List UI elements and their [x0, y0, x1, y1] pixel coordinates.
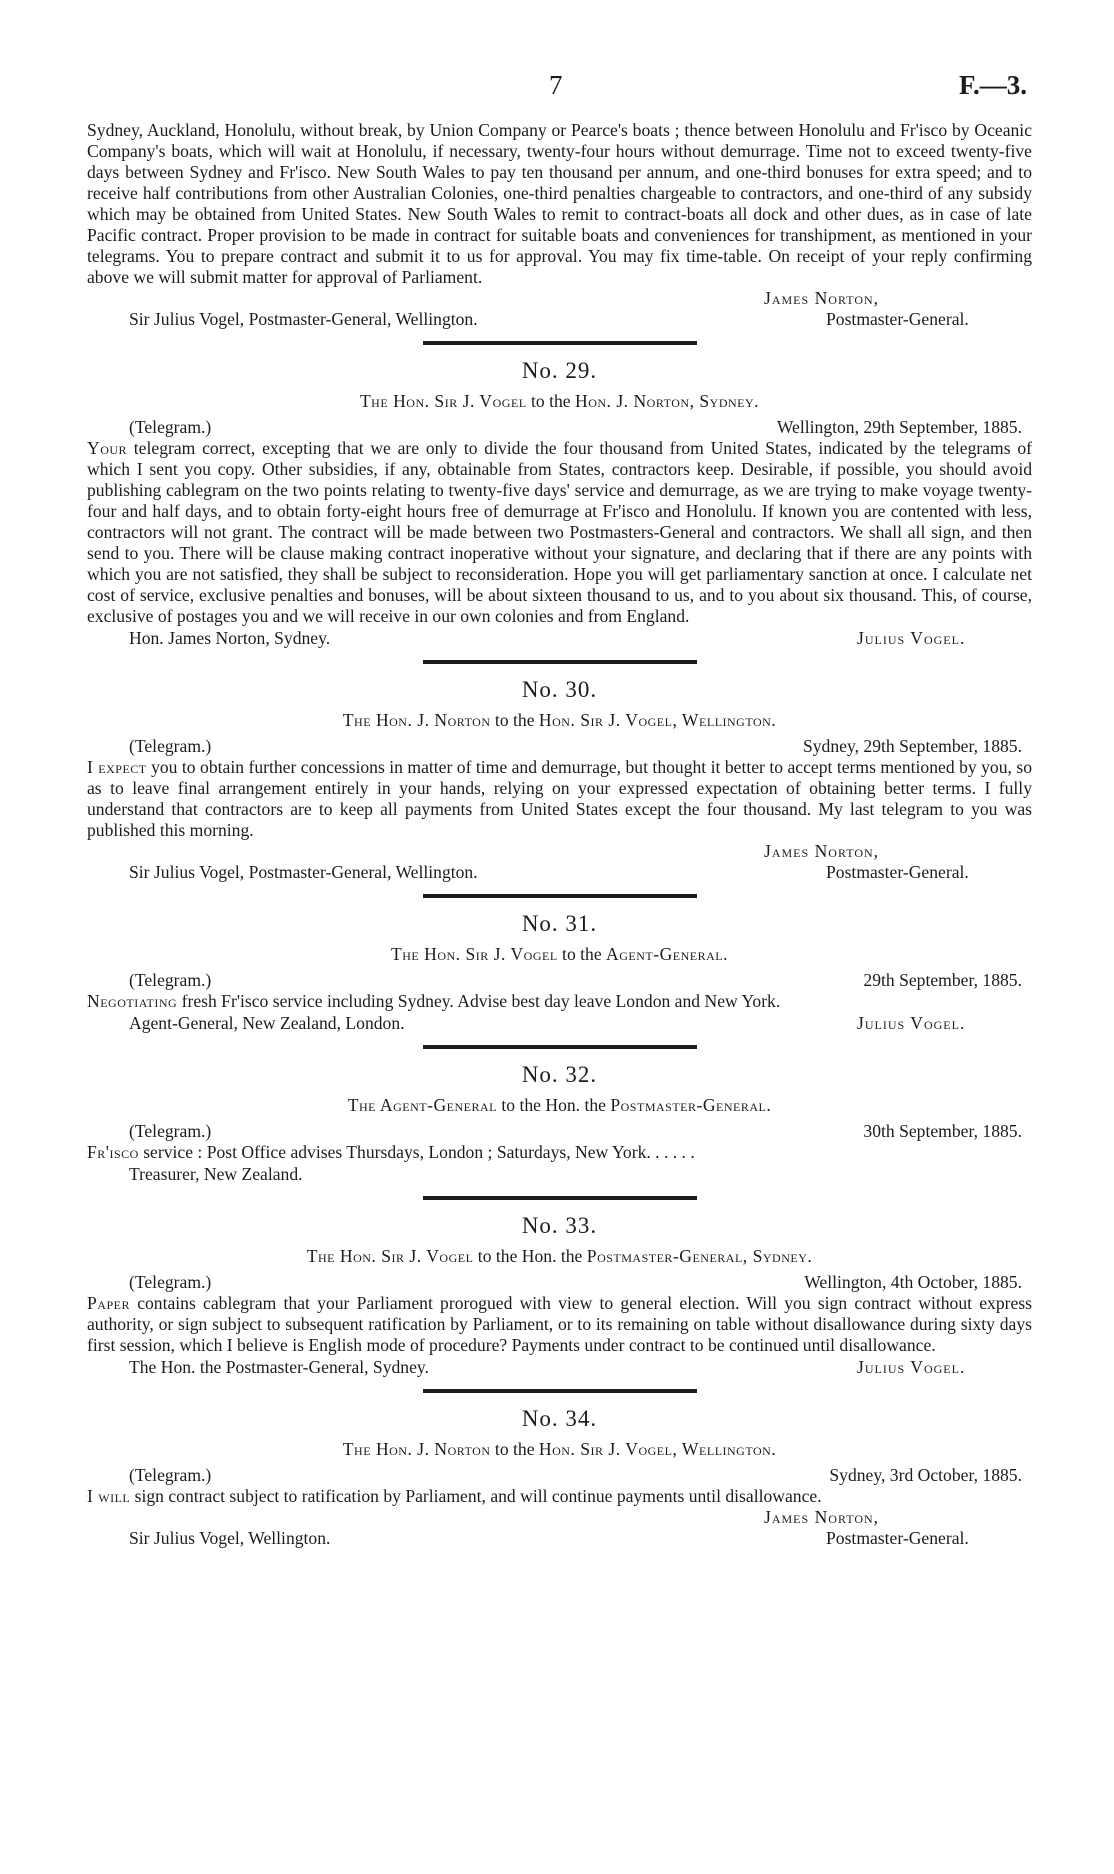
section-divider	[423, 660, 697, 664]
document-heading	[87, 943, 1032, 965]
heading-from: The Hon. Sir J. Vogel	[390, 944, 558, 964]
addressee: Agent-General, New Zealand, London.	[129, 1013, 405, 1033]
section-divider	[423, 1389, 697, 1393]
intro-paragraph: Sydney, Auckland, Honolulu, without break, by Union Company or Pearce's boats ; thence between Honolulu and Fr'isco by Oceanic Company's boats, which will wait at Honolulu, if necessary, twenty-four hours without demurrage. Time not to exceed twenty-five days between Sydney and Fr'isco. New South Wales to pay ten thousand per annum, and one-third bonuses for extra speed; and to receive half contributions from other Australian Colonies, one-third penalties chargeable to contractors, and one-third of any subsidy which may be obtained from United States. New South Wales to remit to contract-boats all dock and other dues, as in case of late Pacific contract. Proper provision to be made in contract for suitable boats and conveniences for transhipment, as mentioned in your telegrams. You to prepare contract and submit it to us for approval. You may fix time-table. On receipt of your reply confirming above we will submit matter for approval of Parliament.	[87, 120, 1032, 287]
first-word: Fr'isco	[87, 1142, 139, 1162]
body-text: service : Post Office advises Thursdays, London ; Saturdays, New York. . . . . .	[138, 1142, 695, 1162]
telegram-type: (Telegram.)	[129, 970, 212, 990]
signature-block	[87, 841, 1032, 883]
heading-to: Agent-General.	[606, 944, 729, 964]
signatory-title: Postmaster-General.	[826, 1528, 969, 1548]
document-number: No. 34.	[521, 1406, 598, 1431]
signatory: James Norton,	[764, 841, 880, 861]
section-divider	[423, 1196, 697, 1200]
section-divider	[423, 341, 697, 345]
heading-connector: to the	[490, 1439, 539, 1459]
document-body	[87, 1142, 1032, 1163]
heading-to: Postmaster-General.	[610, 1095, 772, 1115]
heading-connector: to the	[557, 944, 607, 964]
addressee: Treasurer, New Zealand.	[129, 1164, 303, 1184]
document-heading	[87, 1094, 1032, 1116]
place-date: Sydney, 29th September, 1885.	[802, 736, 1022, 756]
document-number: No. 32.	[521, 1062, 598, 1087]
document-heading	[87, 1245, 1032, 1267]
telegram-line	[87, 1120, 1032, 1142]
intro-signatory: James Norton,	[764, 288, 880, 308]
body-text: contains cablegram that your Parliament prorogued with view to general election. Will you sign contract without express authority, or sign subject to subsequent ratification by Parliament, or to its remaining on table without disallowance during sixty days first session, which I believe is English mode of procedure? Payments under contract to be continued until disallowance.	[87, 1293, 1032, 1355]
telegram-type: (Telegram.)	[129, 1121, 212, 1141]
signatory: Julius Vogel.	[857, 1357, 966, 1377]
telegram-type: (Telegram.)	[129, 1465, 212, 1485]
document-number: No. 29.	[521, 358, 598, 383]
telegram-line	[87, 969, 1032, 991]
heading-from: The Agent-General	[347, 1095, 497, 1115]
place-date: 29th September, 1885.	[863, 970, 1022, 990]
telegram-type: (Telegram.)	[129, 1272, 212, 1292]
intro-addressee: Sir Julius Vogel, Postmaster-General, Wellington.	[129, 309, 478, 329]
section-divider	[423, 894, 697, 898]
page-header	[0, 70, 1114, 100]
heading-from: The Hon. J. Norton	[342, 710, 491, 730]
heading-to: Hon. J. Norton, Sydney.	[575, 391, 760, 411]
telegram-line	[87, 416, 1032, 438]
heading-connector: to the	[490, 710, 539, 730]
body-text: telegram correct, excepting that we are only to divide the four thousand from United States, indicated by the telegrams of which I sent you copy. Other subsidies, if any, obtainable from States, contractors keep. Desirable, if possible, you should avoid publishing cablegram on the two points relating to twenty-five days' service and demurrage, as we are trying to make voyage twenty-four and half days, and to obtain forty-eight hours free of demurrage at Fr'isco and Honolulu. If known you are contented with less, contractors will not grant. The contract will be made between two Postmasters-General and contractors. We shall all sign, and then send to you. There will be clause making contract inoperative without your signature, and declaring that if there are any points with which you are not satisfied, they shall be subject to reconsideration. Hope you will get parliamentary sanction at once. I calculate net cost of service, exclusive penalties and bonuses, will be about sixteen thousand to us, and to you about six thousand. This, of course, exclusive of postages you and we will receive in our own colonies and from England.	[87, 438, 1032, 626]
document-body	[87, 438, 1032, 627]
heading-from: The Hon. Sir J. Vogel	[359, 391, 527, 411]
document-heading	[87, 1438, 1032, 1460]
telegram-type: (Telegram.)	[129, 736, 212, 756]
place-date: Sydney, 3rd October, 1885.	[829, 1465, 1022, 1485]
telegram-line	[87, 1464, 1032, 1486]
signatory: James Norton,	[764, 1507, 880, 1527]
intro-signatory-title: Postmaster-General.	[826, 309, 969, 329]
signature-block	[87, 1507, 1032, 1549]
section-divider	[423, 1045, 697, 1049]
addressee: Hon. James Norton, Sydney.	[129, 628, 331, 648]
first-word: Negotiating	[87, 991, 178, 1011]
body-text: sign contract subject to ratification by Parliament, and will continue payments until disallowance.	[130, 1486, 822, 1506]
document-heading	[87, 390, 1032, 412]
first-word: I will	[87, 1486, 131, 1506]
telegram-line	[87, 735, 1032, 757]
heading-to: Hon. Sir J. Vogel, Wellington.	[538, 710, 777, 730]
page-content	[87, 120, 1032, 1549]
telegram-type: (Telegram.)	[129, 417, 212, 437]
intro-signature-block	[87, 288, 1032, 330]
addressee: Sir Julius Vogel, Wellington.	[129, 1528, 331, 1548]
first-word: Paper	[87, 1293, 130, 1313]
signature-block	[87, 1163, 1032, 1185]
page-number: 7	[549, 70, 563, 100]
document-reference: F.—3.	[958, 70, 1027, 100]
heading-from: The Hon. J. Norton	[342, 1439, 491, 1459]
document-body	[87, 1486, 1032, 1507]
signatory-title: Postmaster-General.	[826, 862, 969, 882]
document-number: No. 33.	[521, 1213, 598, 1238]
document-body	[87, 757, 1032, 841]
heading-to: Postmaster-General, Sydney.	[586, 1246, 813, 1266]
place-date: Wellington, 29th September, 1885.	[776, 417, 1022, 437]
addressee: Sir Julius Vogel, Postmaster-General, Wellington.	[129, 862, 478, 882]
document-number: No. 31.	[521, 911, 598, 936]
heading-connector: to the	[526, 391, 575, 411]
document-heading	[87, 709, 1032, 731]
signature-block	[87, 1356, 1032, 1378]
document-number: No. 30.	[521, 677, 598, 702]
place-date: 30th September, 1885.	[863, 1121, 1022, 1141]
first-word: Your	[87, 438, 128, 458]
heading-connector: to the Hon. the	[496, 1095, 611, 1115]
document-body	[87, 1293, 1032, 1356]
signatory: Julius Vogel.	[857, 1013, 966, 1033]
body-text: you to obtain further concessions in matter of time and demurrage, but thought it better to accept terms mentioned by you, so as to leave final arrangement entirely in your hands, relying on your expressed expectation of obtaining better terms. I fully understand that contractors are to keep all payments from United States except the four thousand. My last telegram to you was published this morning.	[87, 757, 1032, 840]
first-word: I expect	[87, 757, 147, 777]
heading-to: Hon. Sir J. Vogel, Wellington.	[538, 1439, 777, 1459]
addressee: The Hon. the Postmaster-General, Sydney.	[129, 1357, 429, 1377]
signature-block	[87, 627, 1032, 649]
place-date: Wellington, 4th October, 1885.	[804, 1272, 1022, 1292]
telegram-line	[87, 1271, 1032, 1293]
body-text: fresh Fr'isco service including Sydney. Advise best day leave London and New York.	[177, 991, 781, 1011]
document-body	[87, 991, 1032, 1012]
signatory: Julius Vogel.	[857, 628, 966, 648]
heading-from: The Hon. Sir J. Vogel	[306, 1246, 474, 1266]
heading-connector: to the Hon. the	[473, 1246, 587, 1266]
signature-block	[87, 1012, 1032, 1034]
